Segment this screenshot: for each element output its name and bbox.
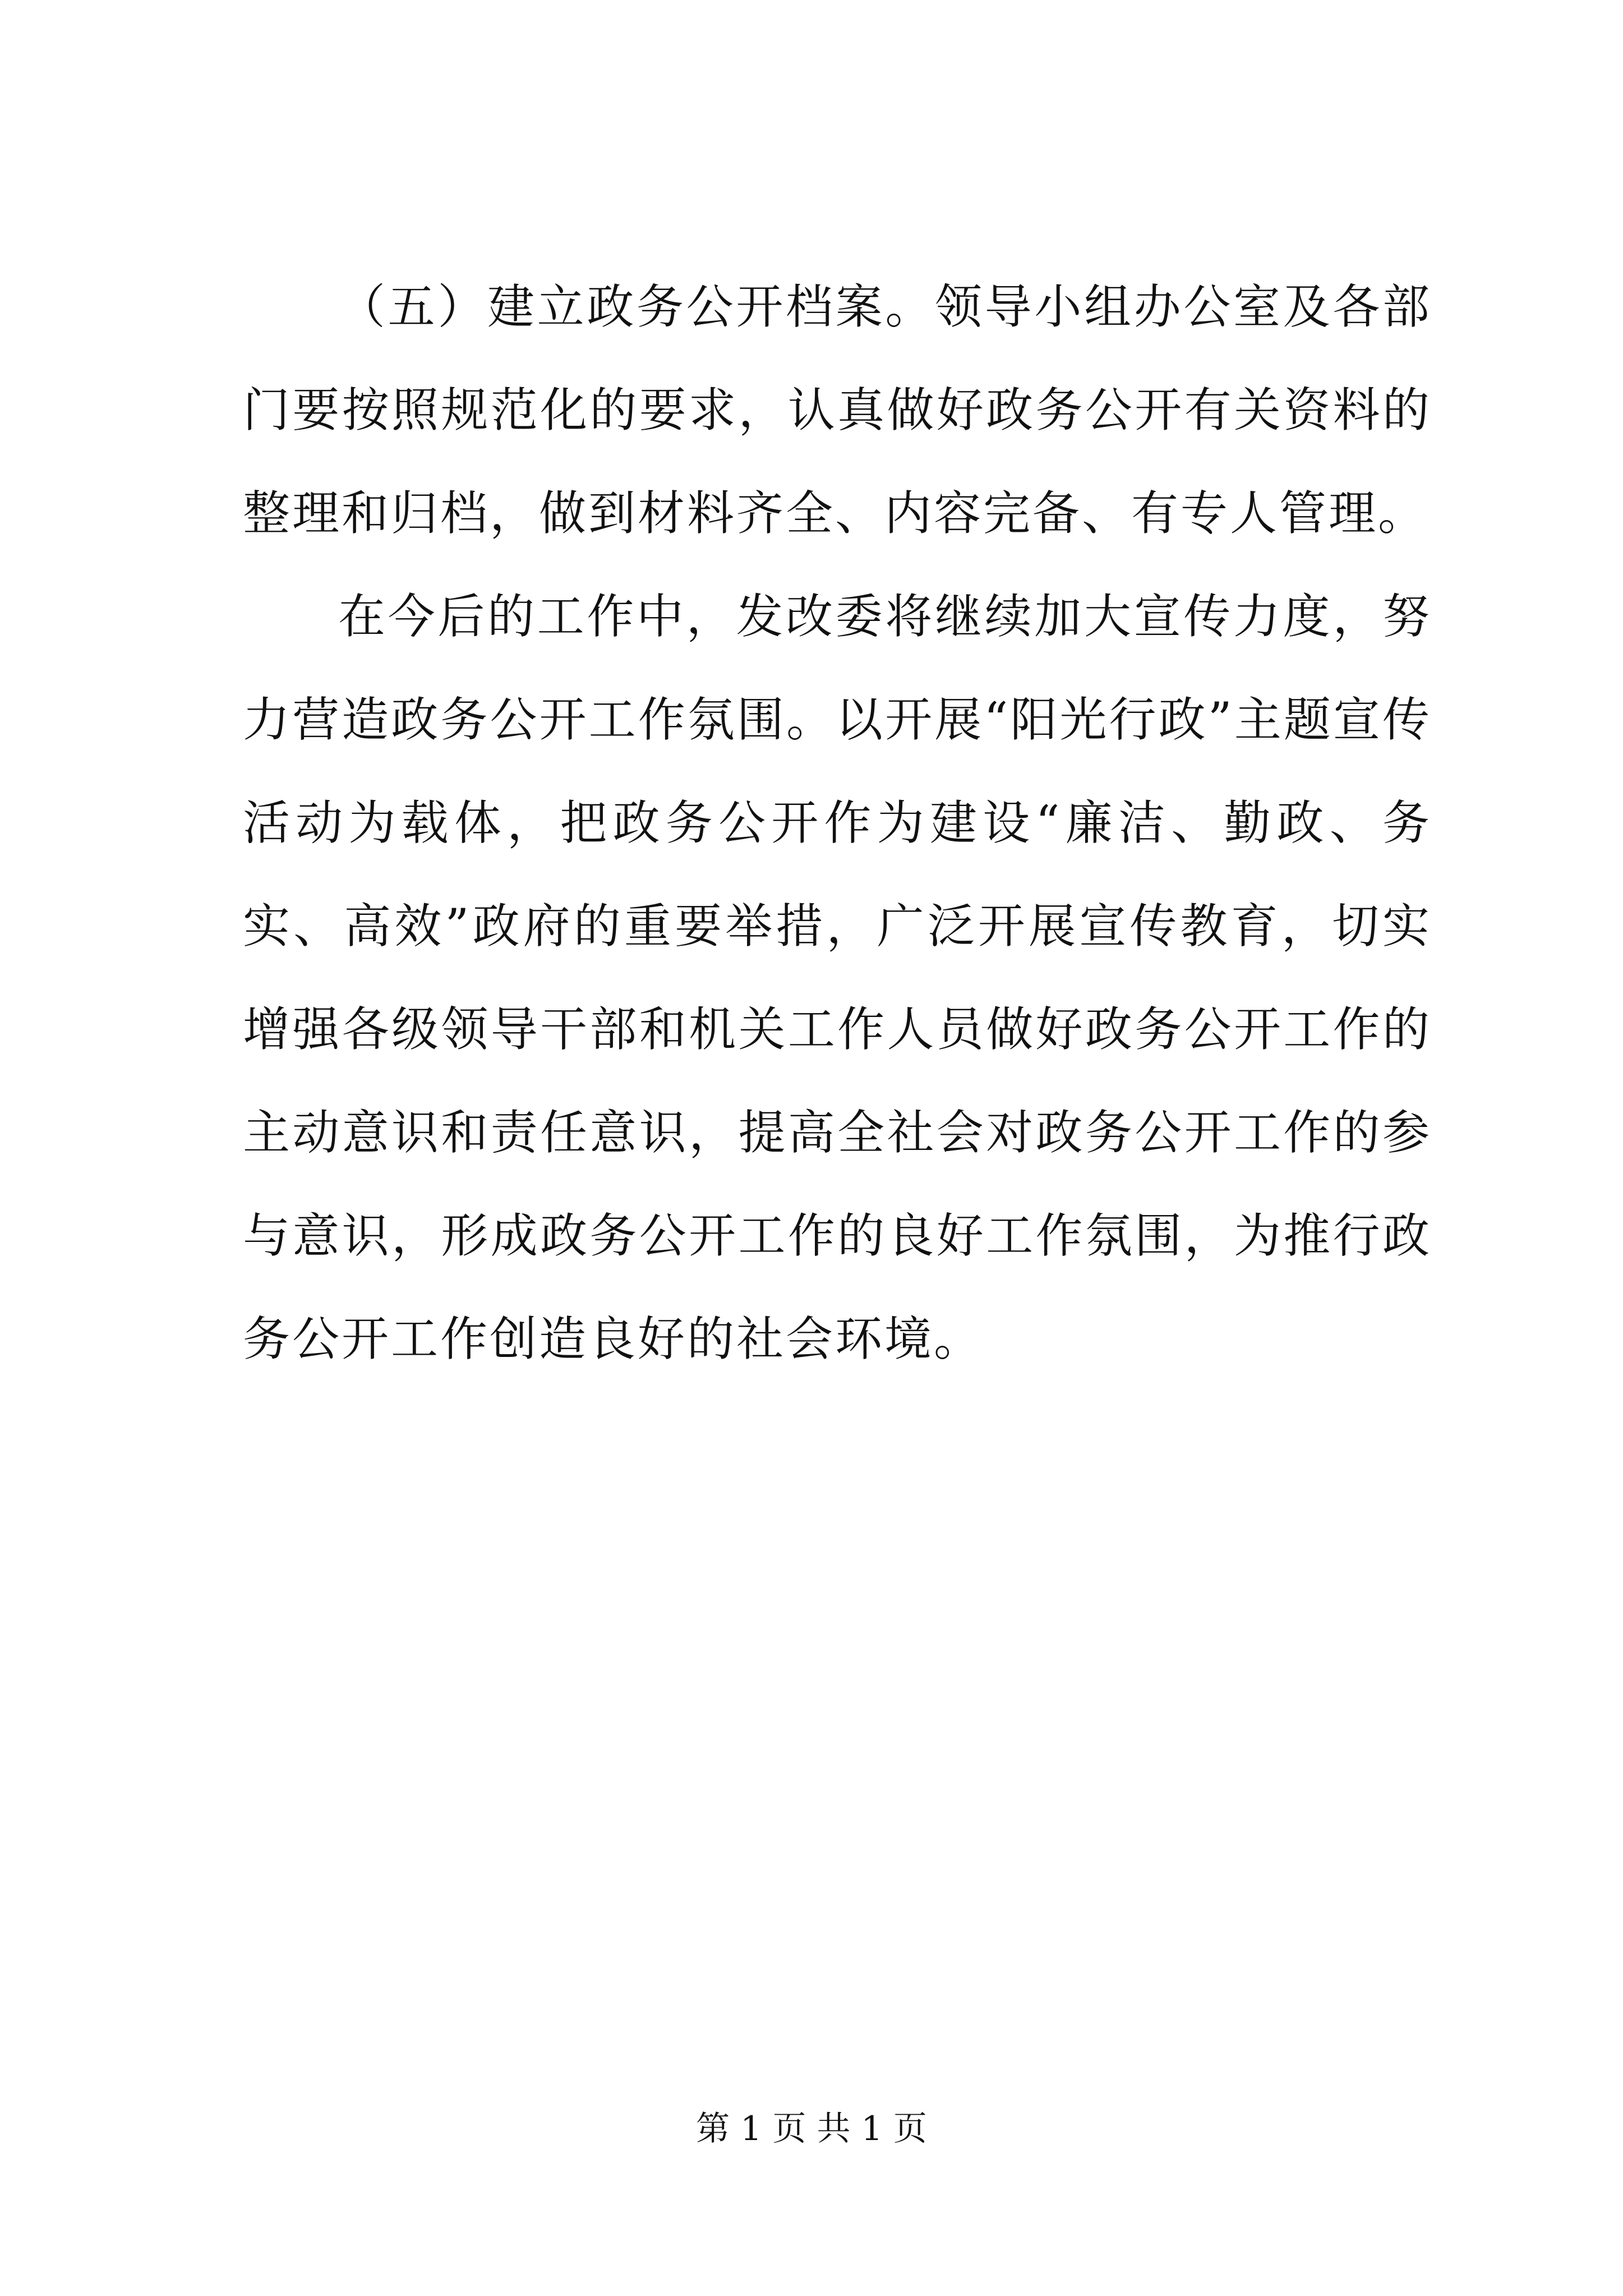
- document-body: [243, 255, 1432, 1391]
- page-footer: 第 1 页 共 1 页: [696, 2109, 927, 2148]
- paragraph-publicity: 在今后的工作中，发改委将继续加大宣传力度，努力营造政务公开工作氛围。以开展“阳光行政”主题宣传活动为载体，把政务公开作为建设“廉洁、勤政、务实、高效”政府的重要举措，广泛开展宣传教育，切实增强各级领导干部和机关工作人员做好政务公开工作的主动意识和责任意识，提高全社会对政务公开工作的参与意识，形成政务公开工作的良好工作氛围，为推行政务公开工作创造良好的社会环境。: [243, 589, 1432, 1366]
- paragraph-archive: （五）建立政务公开档案。领导小组办公室及各部门要按照规范化的要求，认真做好政务公开有关资料的整理和归档，做到材料齐全、内容完备、有专人管理。: [243, 279, 1432, 541]
